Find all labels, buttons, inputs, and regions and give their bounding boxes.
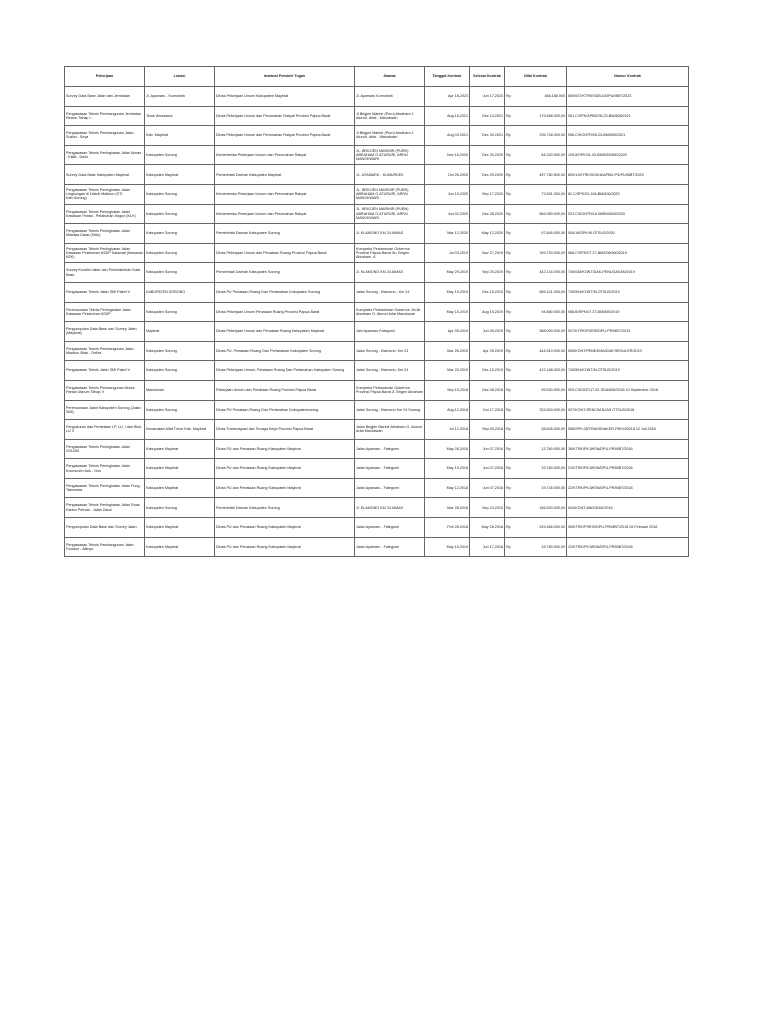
cell-nomor: 22/KTRK/PKJWSN/DPU-PR/MBT/2018	[567, 478, 689, 498]
table-row	[65, 400, 689, 420]
cell-lokasi: Kecamatan Aifat Timur Kab. Maybrat	[145, 420, 215, 440]
table-row	[65, 380, 689, 400]
cell-tanggal: Apr 09,2019	[425, 322, 470, 342]
table-row	[65, 302, 689, 322]
cell-selesai: Nov 27,2019	[470, 243, 505, 263]
cell-nomor: 066.C/SPK/07.27-BM/006/600/2019	[567, 243, 689, 263]
cell-tanggal: Nov 16,2020	[425, 145, 470, 165]
cell-lokasi: Kabupaten Sorong	[145, 498, 215, 518]
cell-nomor: 740/504/KONT/M.OTSUS/2019	[567, 361, 689, 381]
cell-lokasi: KABUPATEN SORONG	[145, 282, 215, 302]
table-row	[65, 224, 689, 244]
cell-instansi: Dinas PU dan Penataan Ruang Kabupaten Maybrat	[215, 518, 355, 538]
cell-nomor: 129.8/SPK/31.03-BM/D53/600/2020	[567, 145, 689, 165]
cell-instansi: Pemerintah Daerah Kabupaten Sorong	[215, 224, 355, 244]
cell-tanggal: Jun 02,2020	[425, 204, 470, 224]
cell-currency: Rp	[505, 165, 517, 185]
cell-currency: Rp	[505, 439, 517, 459]
cell-tanggal: Aug 03,2021	[425, 126, 470, 146]
cell-nilai: 497.780.500,00	[517, 165, 567, 185]
header-nilai: Nilai Kontrak	[505, 67, 567, 87]
cell-lokasi: Kabupaten Sorong	[145, 243, 215, 263]
cell-lokasi: Jl. Ayamaru - Kumurkek	[145, 87, 215, 107]
cell-currency: Rp	[505, 361, 517, 381]
cell-instansi: Dinas PU Penataan Ruang Dan Pertanahan Kabupatensorong	[215, 400, 355, 420]
cell-tanggal: Jun 19,2020	[425, 184, 470, 204]
cell-nilai: 95.530.000,00	[517, 380, 567, 400]
cell-instansi: Dinas Pekerjaan Umum dan Perumahan Rakyat Provinsi Papua Barat	[215, 106, 355, 126]
cell-alamat: Jalan Sorong - Klamono - Km 24	[355, 282, 425, 302]
table-row	[65, 498, 689, 518]
table-row	[65, 106, 689, 126]
table-row	[65, 243, 689, 263]
cell-selesai: Dec 08,2018	[470, 380, 505, 400]
cell-instansi: Dinas Pekerjaan Umum Penataan Ruang Provinsi Papua Barat	[215, 302, 355, 322]
table-row	[65, 439, 689, 459]
cell-tanggal: Aug 12,2018	[425, 400, 470, 420]
cell-selesai: Jun 09,2019	[470, 322, 505, 342]
cell-nomor: 051.C/SPK/APBD/05.23-BM/608/2021	[567, 106, 689, 126]
cell-currency: Rp	[505, 282, 517, 302]
cell-pekerjaan: Pengawasan Teknis Pembangunan Akses Pantai Utarum Tahap V	[65, 380, 145, 400]
cell-nilai: 179.458.000,00	[517, 106, 567, 126]
cell-selesai: Jun 17,2023	[470, 87, 505, 107]
header-tanggal: Tanggal Kontrak	[425, 67, 470, 87]
contract-experience-sheet	[64, 66, 688, 557]
cell-tanggal: Mar 12,2020	[425, 224, 470, 244]
cell-alamat: Jalan Sorong - Klamono, Km 24	[355, 361, 425, 381]
cell-alamat: Jalan Ayamaru - Fategomi	[355, 478, 425, 498]
cell-instansi: Dinas Pekerjaan Umum dan Perumahan Rakyat Provinsi Papua Barat	[215, 126, 355, 146]
cell-lokasi: Manokwari	[145, 380, 215, 400]
cell-nomor: 05/KTRK/PSRIS/DPU-PR/MBT/2018 26 Februari 2018	[567, 518, 689, 538]
header-lokasi: Lokasi	[145, 67, 215, 87]
cell-alamat: JL. BRIGJEN MARINIR (PURN) ABRAHAM O.ATURURI, ARFAI MANOKWARI	[355, 184, 425, 204]
cell-nilai: 84.320.900,00	[517, 145, 567, 165]
table-row	[65, 165, 689, 185]
cell-selesai: Sep 24,2019	[470, 498, 505, 518]
cell-currency: Rp	[505, 184, 517, 204]
cell-currency: Rp	[505, 263, 517, 283]
cell-nomor: 82.C/SPK/03.106-BM/600/2020	[567, 184, 689, 204]
cell-currency: Rp	[505, 380, 517, 400]
cell-pekerjaan: Pengawasan Teknis Peningkatan Jalan Kawasan Pantai - Pelabuhan Segun (KLK)	[65, 204, 145, 224]
cell-currency: Rp	[505, 537, 517, 557]
cell-currency: Rp	[505, 420, 517, 440]
cell-nomor: 600/007/KTRK/SDBJJ/DPU/MBT/2023	[567, 87, 689, 107]
cell-instansi: Dinas Transmigrasi dan Tenaga Kerja Provinsi Papua Barat	[215, 420, 355, 440]
cell-currency: Rp	[505, 341, 517, 361]
cell-selesai: Dec 15,2019	[470, 282, 505, 302]
cell-alamat: Jl.Brigjen Marinir (Purn) Abraham J. Atururi, Arfai - Manokwari	[355, 126, 425, 146]
table-row	[65, 184, 689, 204]
cell-selesai: Oct 17,2018	[470, 400, 505, 420]
table-row	[65, 126, 689, 146]
cell-pekerjaan: Survey Data Base Kabupaten Maybrat	[65, 165, 145, 185]
cell-selesai: Apr 25,2019	[470, 341, 505, 361]
cell-lokasi: Kabupaten Sorong	[145, 400, 215, 420]
table-body	[65, 87, 689, 557]
cell-instansi: Dinas PU dan Penataan Ruang Kabupaten Maybrat	[215, 459, 355, 479]
cell-nilai: 199.730.000,00	[517, 243, 567, 263]
cell-selesai: Dec 09,2020	[470, 165, 505, 185]
cell-nilai: 388.000.000,00	[517, 322, 567, 342]
cell-currency: Rp	[505, 498, 517, 518]
cell-instansi: Kementerian Pekerjaan Umum dan Perumahan Rakyat	[215, 204, 355, 224]
header-selesai: Selesai Kontrak	[470, 67, 505, 87]
contract-table	[64, 66, 689, 557]
cell-alamat: Kompleks Perkantoran Gubernur Jln.Br. Abraham O. Atururi Arfai Manokwari	[355, 302, 425, 322]
cell-pekerjaan: Pengumpulan Data Base dan Survey Jalan	[65, 518, 145, 538]
cell-lokasi: Kabupaten Sorong	[145, 361, 215, 381]
cell-currency: Rp	[505, 322, 517, 342]
cell-instansi: Kementerian Pekerjaan Umum dan Perumahan Rakyat	[215, 145, 355, 165]
cell-nilai: 186.520.000,00	[517, 498, 567, 518]
table-row	[65, 459, 689, 479]
cell-pekerjaan: Pengawasan Teknis Peningkatan Jalan SOLBM	[65, 439, 145, 459]
cell-instansi: Dinas Pekerjaan Umum Kabupaten Maybrat	[215, 87, 355, 107]
cell-pekerjaan: Pengawasan Teknis Peningkatan Jalan Ruas Kantor Pemda - Jalan Zanul	[65, 498, 145, 518]
cell-tanggal: Mar 20,2019	[425, 361, 470, 381]
cell-pekerjaan: Perencanaan Teknis Peningkatan Jalan Kawasan Pelabuhan ASDP	[65, 302, 145, 322]
cell-selesai: Sep 09,2018	[470, 420, 505, 440]
cell-lokasi: Kabupaten Sorong	[145, 263, 215, 283]
cell-nomor: 007/KONT-RENC/M.BJAS OTSUS/2018	[567, 400, 689, 420]
cell-lokasi: Kabupaten Sorong	[145, 302, 215, 322]
cell-pekerjaan: Pengumpulan Data Base dan Survey Jalan (Maybrat)	[65, 322, 145, 342]
cell-nilai: 39.780.000,00	[517, 459, 567, 479]
table-row	[65, 322, 689, 342]
cell-nilai: 94.880.000,00	[517, 302, 567, 322]
cell-currency: Rp	[505, 204, 517, 224]
cell-selesai: Dec 30,2021	[470, 126, 505, 146]
cell-nilai: 488.186.000	[517, 87, 567, 107]
table-row	[65, 518, 689, 538]
cell-lokasi: Teluk Wondama	[145, 106, 215, 126]
cell-instansi: Kementerian Pekerjaan Umum dan Perumahan Rakyat	[215, 184, 355, 204]
cell-pekerjaan: Pengawasan Teknis Jalan SMI Paket V	[65, 361, 145, 381]
cell-alamat: Jl. KLAMONO KM 24 AIMAS	[355, 498, 425, 518]
cell-alamat: Jalan Brigjen Marinir Abraham O. Atururi Arfai Manokwari	[355, 420, 425, 440]
cell-nilai: 97.845.000,00	[517, 224, 567, 244]
cell-selesai: Jun 07,2018	[470, 459, 505, 479]
cell-pekerjaan: Pengawasan Teknis Peningkatan Jalan Kawasan Pelabuhan ASDP Salawati (Kawasan KEK)	[65, 243, 145, 263]
cell-nomor: 054/16/SPK/M.OTSUS/2020	[567, 224, 689, 244]
table-row	[65, 145, 689, 165]
cell-selesai: Sep 17,2020	[470, 184, 505, 204]
cell-alamat: JL. BRIGJEN MARINIR (PURN) ABRAHAM O.ATURURI, ARFAI MANOKWARI	[355, 204, 425, 224]
cell-tanggal: Apr 18,2023	[425, 87, 470, 107]
cell-instansi: Dinas PU dan Penataan Ruang Kabupaten Maybrat	[215, 537, 355, 557]
cell-currency: Rp	[505, 400, 517, 420]
cell-currency: Rp	[505, 243, 517, 263]
cell-currency: Rp	[505, 478, 517, 498]
cell-currency: Rp	[505, 145, 517, 165]
cell-nilai: 72.831.000,00	[517, 184, 567, 204]
cell-lokasi: Kabupaten Maybrat	[145, 537, 215, 557]
table-row	[65, 87, 689, 107]
cell-alamat: Jalan Ayamaru - Fategomi	[355, 537, 425, 557]
cell-nilai: 249.466.000,00	[517, 518, 567, 538]
cell-instansi: Pemerintah Daerah Kabupaten Maybrat	[215, 165, 355, 185]
cell-alamat: Jl. KLAMONO KM 24 AIMAS	[355, 263, 425, 283]
cell-nilai: 585.101.000,00	[517, 282, 567, 302]
cell-alamat: Jalan Ayamaru - Fategomi	[355, 459, 425, 479]
cell-currency: Rp	[505, 224, 517, 244]
cell-selesai: Jun 07,2018	[470, 478, 505, 498]
cell-nomor: 26/KTRK/PKJWSN/DPU-PR/MBT/2018	[567, 439, 689, 459]
cell-instansi: Dinas Pekerjaan Umum, Penataan Ruang Dan Pertanahan Kabupaten Sorong	[215, 361, 355, 381]
cell-instansi: Dinas PU dan Penataan Ruang Kabupaten Maybrat	[215, 439, 355, 459]
cell-selesai: Jun 17,2018	[470, 537, 505, 557]
cell-tanggal: May 15,2015	[425, 537, 470, 557]
cell-currency: Rp	[505, 302, 517, 322]
cell-alamat: JL. AYAMARU - KUMURKEK	[355, 165, 425, 185]
cell-lokasi: Kab. Maybrat	[145, 126, 215, 146]
cell-selesai: Dec 28,2020	[470, 204, 505, 224]
cell-pekerjaan: Pengawasan Teknis Peningkatan Jalan Fuog - Tatomiara	[65, 478, 145, 498]
cell-nilai: 19.780.000,00	[517, 537, 567, 557]
cell-tanggal: Jul 03,2019	[425, 243, 470, 263]
cell-alamat: Kompleks Perkantoran Gubernur Provinsi Papua Barat Jln. Brigen Abraham .A	[355, 243, 425, 263]
cell-nomor: 008/KONT/PEMKEMA/DAK.REGULER/2019	[567, 341, 689, 361]
cell-nomor: 21/KTRK/PKJWSN/DPU-PR/MBT/2018	[567, 459, 689, 479]
cell-instansi: Pemerintah Daerah Kabupaten Sorong	[215, 498, 355, 518]
cell-instansi: Dinas Pekerjaan Umum dan Penataan Ruang Provinsi Papua Barat	[215, 243, 355, 263]
cell-nomor: 600/11/KTRK/SO/KA/APBD-P/DPU/MBT/2020	[567, 165, 689, 185]
cell-tanggal: Oct 26,2020	[425, 165, 470, 185]
cell-pekerjaan: Perencanaan Jalan Kabupaten Sorong (Jalan SMI)	[65, 400, 145, 420]
cell-pekerjaan: Pengawasan Teknis Pembangunan Jalan Mladolo Sitak - Defira	[65, 341, 145, 361]
cell-alamat: Jalan Sorong - Klamono Km 24 Sorong	[355, 400, 425, 420]
cell-nomor: 740/504/KONT/M.OTSUS/2019	[567, 282, 689, 302]
header-alamat: Alamat	[355, 67, 425, 87]
cell-selesai: May 26,2018	[470, 518, 505, 538]
cell-selesai: May 12,2020	[470, 224, 505, 244]
cell-lokasi: Maybrat	[145, 322, 215, 342]
cell-lokasi: Kabupaten Maybrat	[145, 165, 215, 185]
header-pekerjaan: Pekerjaan	[65, 67, 145, 87]
cell-alamat: Jalan Sorong - Klamono, Km 24	[355, 341, 425, 361]
cell-instansi: Dinas PU dan Penataan Ruang Kabupaten Maybrat	[215, 478, 355, 498]
cell-lokasi: Kabupaten Maybrat	[145, 478, 215, 498]
table-row	[65, 282, 689, 302]
cell-tanggal: May 15,2019	[425, 302, 470, 322]
cell-tanggal: May 29,2019	[425, 263, 470, 283]
header-nomor: Nomor Kontrak	[567, 67, 689, 87]
cell-nomor: 056.C/KONTR/05.23-BM/600/2021	[567, 126, 689, 146]
cell-pekerjaan: Pengawasan Teknis Peningkatan Jalan Mlasilas Darat (Sirtu)	[65, 224, 145, 244]
cell-nomor: 004/KONT-WAS/DAK/2018	[567, 498, 689, 518]
table-row	[65, 537, 689, 557]
cell-tanggal: Jul 12,2018	[425, 420, 470, 440]
cell-tanggal: Feb 28,2018	[425, 518, 470, 538]
cell-nomor: 740/045/KONT/DAK-PENUGASAN/2019	[567, 263, 689, 283]
cell-lokasi: Kabupaten Maybrat	[145, 439, 215, 459]
cell-instansi: Dinas PU, Penataan Ruang Dan Pertanahan Kabupaten Sorong	[215, 341, 355, 361]
cell-tanggal: May 26,2018	[425, 439, 470, 459]
cell-tanggal: Sep 10,2018	[425, 380, 470, 400]
cell-tanggal: Aug 16,2021	[425, 106, 470, 126]
cell-lokasi: Kabupaten Sorong	[145, 204, 215, 224]
table-row	[65, 341, 689, 361]
cell-lokasi: Kabupaten Sorong	[145, 145, 215, 165]
cell-selesai: Dec 14,2021	[470, 106, 505, 126]
cell-pekerjaan: Pengawasan Teknis Jalan SMI Paket V	[65, 282, 145, 302]
cell-pekerjaan: Survey Kondisi Jalan dan Pemutakhiran Data Base	[65, 263, 145, 283]
cell-currency: Rp	[505, 518, 517, 538]
cell-lokasi: Kabupaten Sorong	[145, 341, 215, 361]
cell-nomor: 066.B/SPK/07.27-BM/600/2019	[567, 302, 689, 322]
cell-pekerjaan: Pengawasan Teknis Peningkatan Jalan Lingkungan di Distrik Makbon (STI Kab.Sorong)	[65, 184, 145, 204]
cell-lokasi: Kabupaten Maybrat	[145, 518, 215, 538]
cell-alamat: Jl. KLAMONO KM 24 AIMAS	[355, 224, 425, 244]
cell-nomor: 023.C/KONTR/16.08/BM/600/2020	[567, 204, 689, 224]
cell-nilai: 412.168.000,00	[517, 361, 567, 381]
cell-currency: Rp	[505, 126, 517, 146]
cell-currency: Rp	[505, 106, 517, 126]
cell-lokasi: Kabupaten Sorong	[145, 224, 215, 244]
cell-tanggal: Mar 28,2018	[425, 498, 470, 518]
cell-instansi: Pemerintah Daerah Kabupaten Sorong	[215, 263, 355, 283]
cell-selesai: Dec 15,2019	[470, 361, 505, 381]
cell-nilai: 565.950.000,00	[517, 204, 567, 224]
cell-nilai: 19.745.000,00	[517, 478, 567, 498]
cell-alamat: JL. BRIGJEN MARINIR (PURN) ABRAHAM O.ATURURI, ARFAI MANOKWARI	[355, 145, 425, 165]
cell-selesai: Dec 30,2020	[470, 145, 505, 165]
cell-nilai: 236.748.000,00	[517, 126, 567, 146]
cell-alamat: Jaln Ayamaru Fategomi	[355, 322, 425, 342]
cell-alamat: Jl.Brigjen Marinir (Purn) Abraham J. Atururi, Arfai - Manokwari	[355, 106, 425, 126]
cell-nomor: 029.C/KONT/17.02-SDA/608/2018 10 September 2018	[567, 380, 689, 400]
table-row	[65, 204, 689, 224]
cell-pekerjaan: Survey Data Base Jalan dan Jembatan	[65, 87, 145, 107]
cell-selesai: Aug 15,2019	[470, 302, 505, 322]
cell-lokasi: Kabupaten Maybrat	[145, 459, 215, 479]
cell-pekerjaan: Pengawasan Teknis Pembangunan Jalan Susiwi - Seya	[65, 126, 145, 146]
cell-instansi: Dinas PU Penataan Ruang Dan Pertanahan Kabupaten Sorong	[215, 282, 355, 302]
cell-tanggal: May 15,2019	[425, 282, 470, 302]
table-row	[65, 263, 689, 283]
table-row	[65, 420, 689, 440]
cell-tanggal: May 12,2018	[425, 478, 470, 498]
cell-alamat: Jl. Ayamaru Kumurkek	[355, 87, 425, 107]
cell-alamat: Kompleks Perkantoran Gubernur Provinsi Papua Barat Jl. Brigen Abraham	[355, 380, 425, 400]
table-row	[65, 361, 689, 381]
cell-nomor: 007/KTRK/PSRIS/DPU-PR/MBT/2019	[567, 322, 689, 342]
cell-pekerjaan: Pengawasan Teknis Peningkatan Jalan Aimas - Klalit - Deko	[65, 145, 145, 165]
cell-nilai: 444.510.000,00	[517, 341, 567, 361]
header-instansi: Instansi Pemberi Tugas	[215, 67, 355, 87]
cell-currency: Rp	[505, 459, 517, 479]
cell-nomor: 598/SPK.05/TRANSNAKER-PB/VII/2018 12 Juli 2018	[567, 420, 689, 440]
cell-instansi: Pekerjaan Umum dan Penataan Ruang Provinsi Papua Barat	[215, 380, 355, 400]
cell-nilai: 38.836.000,00	[517, 420, 567, 440]
cell-nilai: 442.134.000,00	[517, 263, 567, 283]
cell-nilai: 13.780.000,00	[517, 439, 567, 459]
cell-selesai: Jun 07,2018	[470, 439, 505, 459]
cell-pekerjaan: Pengawasan Teknis Pembangunan Jembatan Rewon Tahap I	[65, 106, 145, 126]
cell-nomor: 22/KTRK/PKJWSN/DPU-PR/MBT/2018	[567, 537, 689, 557]
header-row	[65, 67, 689, 87]
table-row	[65, 478, 689, 498]
cell-lokasi: Kabupaten Sorong	[145, 184, 215, 204]
cell-tanggal: May 19,2018	[425, 459, 470, 479]
cell-pekerjaan: Pengawasan Teknis Peningkatan Jalan Kocmonen Aus - Onu	[65, 459, 145, 479]
cell-tanggal: Mar 26,2019	[425, 341, 470, 361]
cell-selesai: Sep 25,2019	[470, 263, 505, 283]
cell-currency: Rp	[505, 87, 517, 107]
cell-instansi: Dinas Pekerjaan Umum dan Penataan Ruang Kabupaten Maybrat	[215, 322, 355, 342]
cell-pekerjaan: Pengawasan Teknis Pembangunan Jalan Fuolase - Aitinyo	[65, 537, 145, 557]
cell-alamat: Jalan Ayamaru - Fategomi	[355, 439, 425, 459]
cell-alamat: Jalan Ayamaru - Fategomi	[355, 518, 425, 538]
cell-nilai: 333.500.000,00	[517, 400, 567, 420]
cell-pekerjaan: Pengukuran dan Pemetaan LP, LU, I dan Blok LU II	[65, 420, 145, 440]
